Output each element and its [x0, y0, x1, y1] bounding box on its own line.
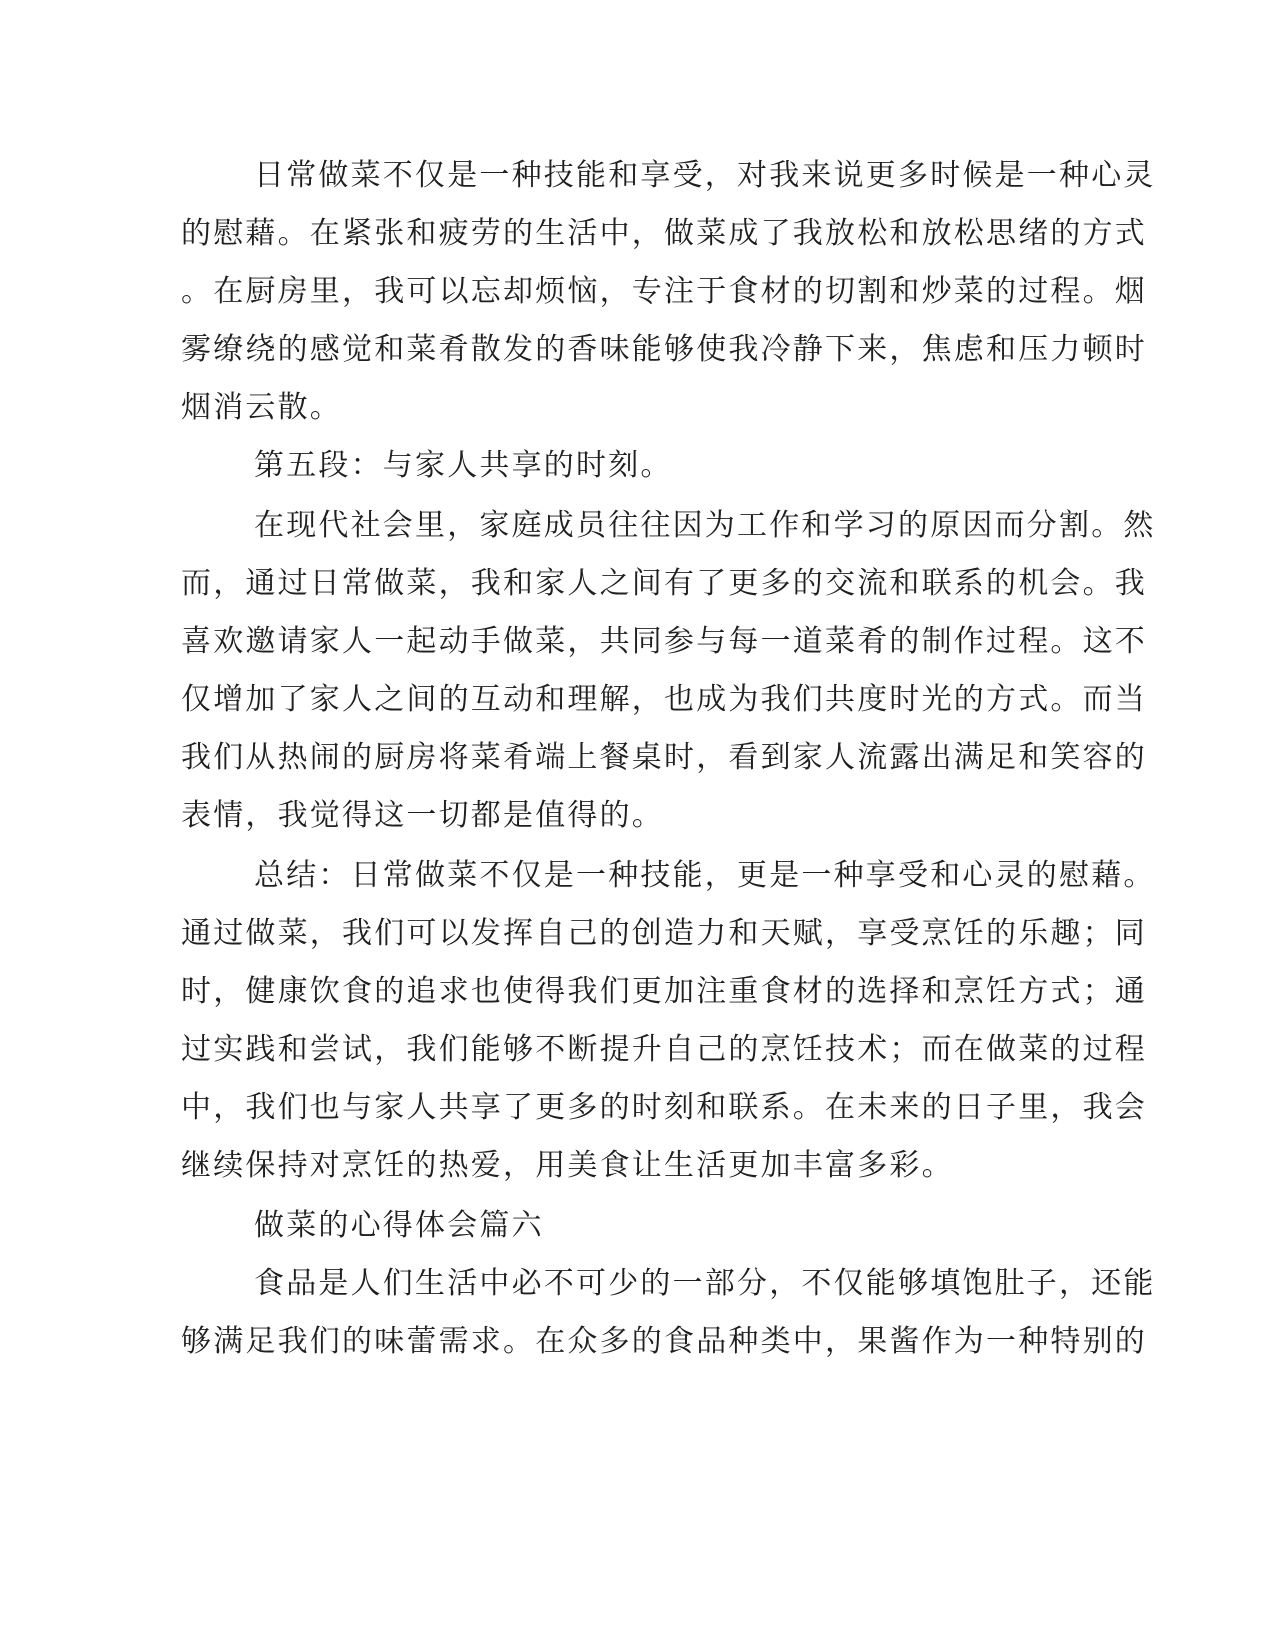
paragraph-line: 仅增加了家人之间的互动和理解，也成为我们共度时光的方式。而当 — [181, 682, 1147, 717]
paragraph-line: 我们从热闹的厨房将菜肴端上餐桌时，看到家人流露出满足和笑容的 — [181, 740, 1147, 775]
paragraph-line: 通过做菜，我们可以发挥自己的创造力和天赋，享受烹饪的乐趣；同 — [181, 916, 1147, 951]
paragraph-line: 继续保持对烹饪的热爱，用美食让生活更加丰富多彩。 — [181, 1148, 954, 1183]
paragraph-line: 烟消云散。 — [181, 390, 342, 425]
paragraph-line: 够满足我们的味蕾需求。在众多的食品种类中，果酱作为一种特别的 — [181, 1324, 1147, 1359]
paragraph-line: 中，我们也与家人共享了更多的时刻和联系。在未来的日子里，我会 — [181, 1090, 1147, 1125]
paragraph-line: 的慰藉。在紧张和疲劳的生活中，做菜成了我放松和放松思绪的方式 — [181, 216, 1147, 251]
section-heading: 第五段：与家人共享的时刻。 — [254, 448, 673, 483]
paragraph-line: 过实践和尝试，我们能够不断提升自己的烹饪技术；而在做菜的过程 — [181, 1032, 1147, 1067]
paragraph-line: 在现代社会里，家庭成员往往因为工作和学习的原因而分割。然 — [254, 508, 1156, 543]
paragraph-line: 食品是人们生活中必不可少的一部分，不仅能够填饱肚子，还能 — [254, 1266, 1156, 1301]
paragraph-line: 而，通过日常做菜，我和家人之间有了更多的交流和联系的机会。我 — [181, 566, 1147, 601]
paragraph-line: 表情，我觉得这一切都是值得的。 — [181, 798, 664, 833]
paragraph-line: 时，健康饮食的追求也使得我们更加注重食材的选择和烹饪方式；通 — [181, 974, 1147, 1009]
paragraph-line: 喜欢邀请家人一起动手做菜，共同参与每一道菜肴的制作过程。这不 — [181, 624, 1147, 659]
paragraph-line: 总结：日常做菜不仅是一种技能，更是一种享受和心灵的慰藉。 — [254, 858, 1156, 893]
section-heading: 做菜的心得体会篇六 — [254, 1208, 544, 1243]
paragraph-line: 日常做菜不仅是一种技能和享受，对我来说更多时候是一种心灵 — [254, 158, 1156, 193]
paragraph-line: 。在厨房里，我可以忘却烦恼，专注于食材的切割和炒菜的过程。烟 — [181, 274, 1147, 309]
paragraph-line: 雾缭绕的感觉和菜肴散发的香味能够使我冷静下来，焦虑和压力顿时 — [181, 332, 1147, 367]
